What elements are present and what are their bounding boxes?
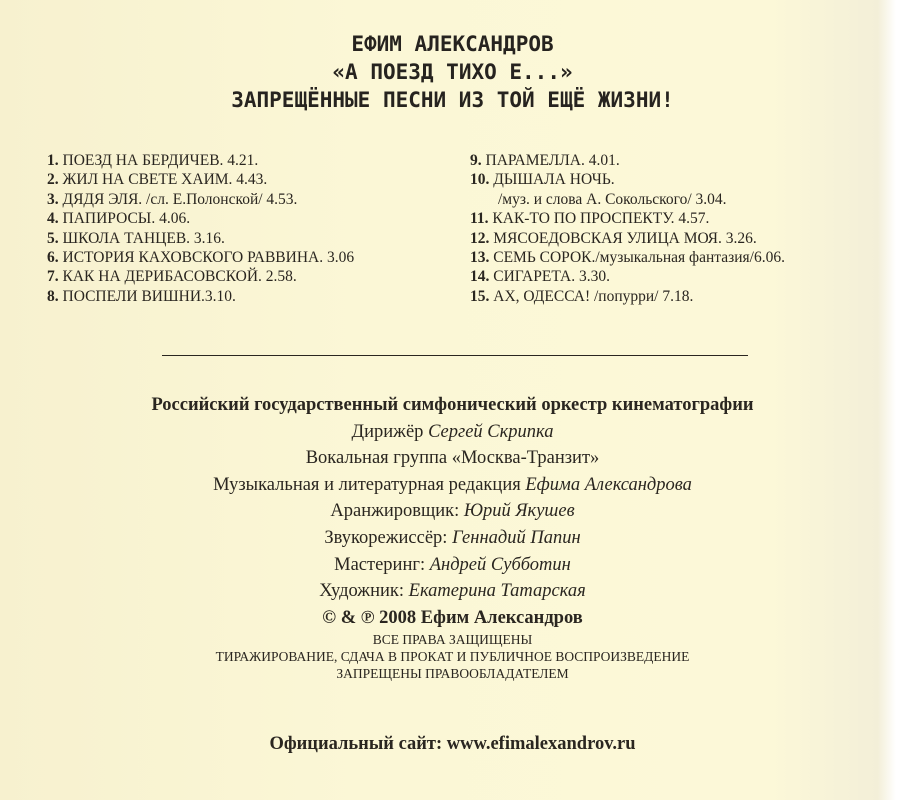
rights-2: ТИРАЖИРОВАНИЕ, СДАЧА В ПРОКАТ И ПУБЛИЧНОЕ ВОСПРОИЗВЕДЕНИЕ: [215, 649, 690, 665]
track-item: 2. ЖИЛ НА СВЕТЕ ХАИМ. 4.43.: [47, 171, 268, 189]
sound-line: Звукорежиссёр: Геннадий Папин: [324, 527, 581, 548]
album-title: «А ПОЕЗД ТИХО Е...»: [332, 60, 573, 84]
artist-line: Художник: Екатерина Татарская: [319, 581, 586, 602]
album-subtitle: ЗАПРЕЩЁННЫЕ ПЕСНИ ИЗ ТОЙ ЕЩЁ ЖИЗНИ!: [231, 88, 674, 112]
track-item: 8. ПОСПЕЛИ ВИШНИ.3.10.: [47, 287, 236, 305]
track-item: 15. АХ, ОДЕССА! /попурри/ 7.18.: [470, 287, 694, 305]
track-item: 13. СЕМЬ СОРОК./музыкальная фантазия/6.06.: [470, 249, 785, 267]
track-item: 12. МЯСОЕДОВСКАЯ УЛИЦА МОЯ. 3.26.: [470, 229, 757, 247]
track-item: 14. СИГАРЕТА. 3.30.: [470, 268, 610, 286]
track-item: 1. ПОЕЗД НА БЕРДИЧЕВ. 4.21.: [47, 152, 259, 169]
rights: ВСЕ ПРАВА ЗАЩИЩЕНЫ: [372, 632, 533, 648]
tracklist-left: [47, 151, 354, 306]
album-header: [0, 30, 905, 114]
rights-3: ЗАПРЕЩЕНЫ ПРАВООБЛАДАТЕЛЕМ: [336, 666, 569, 682]
track-item: 10. ДЫШАЛА НОЧЬ.: [470, 171, 615, 189]
credits: [0, 392, 905, 682]
official-website: Официальный сайт: www.efimalexandrov.ru: [269, 734, 636, 754]
track-item: 9. ПАРАМЕЛЛА. 4.01.: [470, 152, 620, 169]
mastering-line: Мастеринг: Андрей Субботин: [334, 554, 571, 575]
divider-line: [162, 355, 748, 356]
artist-name: ЕФИМ АЛЕКСАНДРОВ: [351, 32, 554, 56]
editing-line: Музыкальная и литературная редакция Ефима Александрова: [213, 474, 692, 495]
track-item: 6. ИСТОРИЯ КАХОВСКОГО РАВВИНА. 3.06: [47, 249, 355, 267]
track-item: 11. КАК-ТО ПО ПРОСПЕКТУ. 4.57.: [470, 210, 710, 228]
copyright: © & ℗ 2008 Ефим Александров: [322, 607, 583, 628]
track-note: /муз. и слова А. Сокольского/ 3.04.: [498, 190, 727, 208]
conductor-line: Дирижёр Сергей Скрипка: [351, 421, 554, 442]
track-item: 3. ДЯДЯ ЭЛЯ. /сл. Е.Полонской/ 4.53.: [47, 190, 298, 208]
track-item: 5. ШКОЛА ТАНЦЕВ. 3.16.: [47, 229, 225, 247]
track-item: 7. КАК НА ДЕРИБАСОВСКОЙ. 2.58.: [47, 268, 297, 286]
track-item: 4. ПАПИРОСЫ. 4.06.: [47, 210, 191, 228]
arranger-line: Аранжировщик: Юрий Якушев: [330, 501, 575, 522]
tracklist-right: [470, 151, 785, 306]
orchestra: Российский государственный симфонический оркестр кинематографии: [151, 395, 754, 415]
vocal-group: Вокальная группа «Москва-Транзит»: [305, 448, 600, 469]
